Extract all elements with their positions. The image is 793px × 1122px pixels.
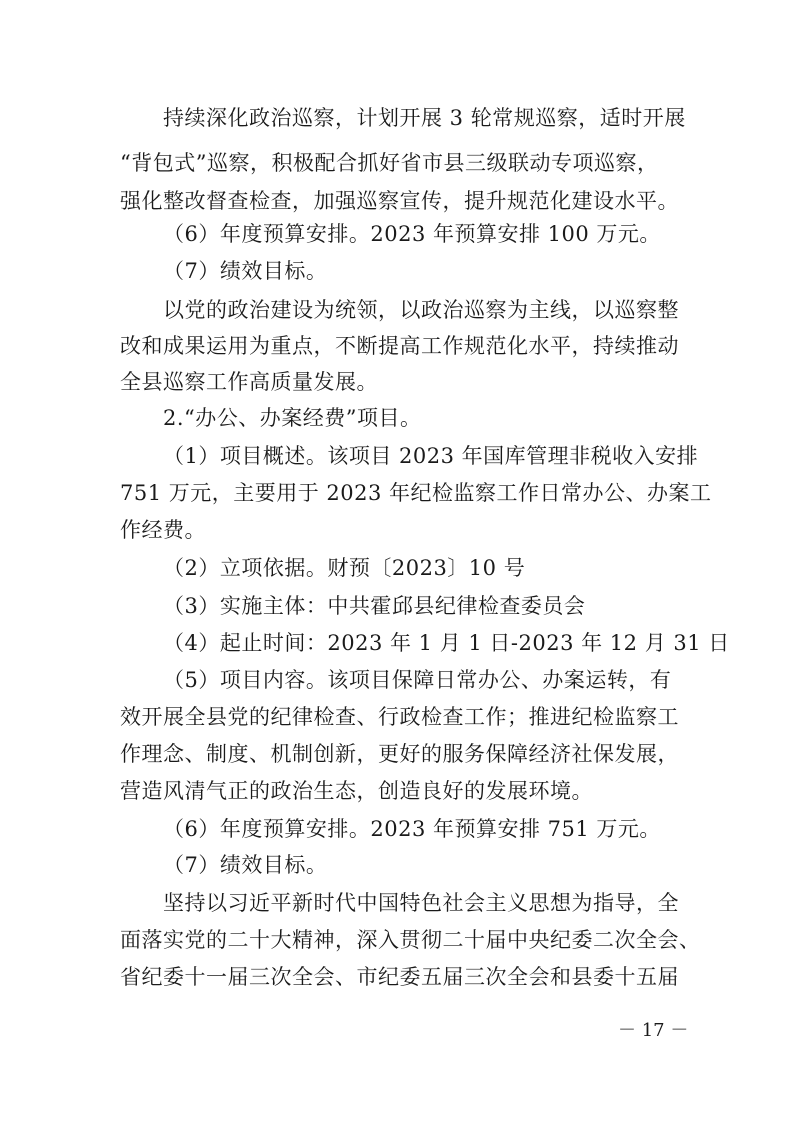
body-text-line: （6）年度预算安排。2023 年预算安排 751 万元。	[163, 817, 661, 841]
body-text-line: 751 万元，主要用于 2023 年纪检监察工作日常办公、办案工	[120, 481, 712, 505]
body-text-line: 改和成果运用为重点，不断提高工作规范化水平，持续推动	[120, 334, 679, 358]
body-text-line: （6）年度预算安排。2023 年预算安排 100 万元。	[163, 222, 661, 246]
page-number: － 17 －	[618, 1020, 689, 1041]
body-text-line: （5）项目内容。该项目保障日常办公、办案运转，有	[163, 668, 672, 692]
body-text-line: 面落实党的二十大精神，深入贯彻二十届中央纪委二次全会、	[120, 928, 701, 952]
body-text-line: 坚持以习近平新时代中国特色社会主义思想为指导，全	[163, 891, 679, 915]
body-text-line: 作经费。	[120, 518, 206, 542]
body-text-line: （7）绩效目标。	[163, 853, 328, 877]
body-text-line: 全县巡察工作高质量发展。	[120, 370, 378, 394]
body-text-line: （3）实施主体：中共霍邱县纪律检查委员会	[163, 594, 586, 618]
body-text-line: 省纪委十一届三次全会、市纪委五届三次全会和县委十五届	[120, 965, 679, 989]
body-text-line: （4）起止时间：2023 年 1 月 1 日-2023 年 12 月 31 日	[163, 631, 730, 655]
body-text-line: 持续深化政治巡察，计划开展 3 轮常规巡察，适时开展	[163, 106, 686, 130]
body-text-line: “背包式”巡察，积极配合抓好省市县三级联动专项巡察，	[120, 151, 659, 175]
body-text-line: 营造风清气正的政治生态，创造良好的发展环境。	[120, 779, 593, 803]
body-text-line: 强化整改督查检查，加强巡察宣传，提升规范化建设水平。	[120, 189, 679, 213]
body-text-line: （1）项目概述。该项目 2023 年国库管理非税收入安排	[163, 444, 699, 468]
section-heading: 2.“办公、办案经费”项目。	[163, 406, 422, 430]
body-text-line: （7）绩效目标。	[163, 259, 328, 283]
body-text-line: 效开展全县党的纪律检查、行政检查工作；推进纪检监察工	[120, 705, 679, 729]
body-text-line: （2）立项依据。财预〔2023〕10 号	[163, 556, 526, 580]
body-text-line: 以党的政治建设为统领，以政治巡察为主线，以巡察整	[163, 298, 679, 322]
body-text-line: 作理念、制度、机制创新，更好的服务保障经济社保发展，	[120, 742, 679, 766]
